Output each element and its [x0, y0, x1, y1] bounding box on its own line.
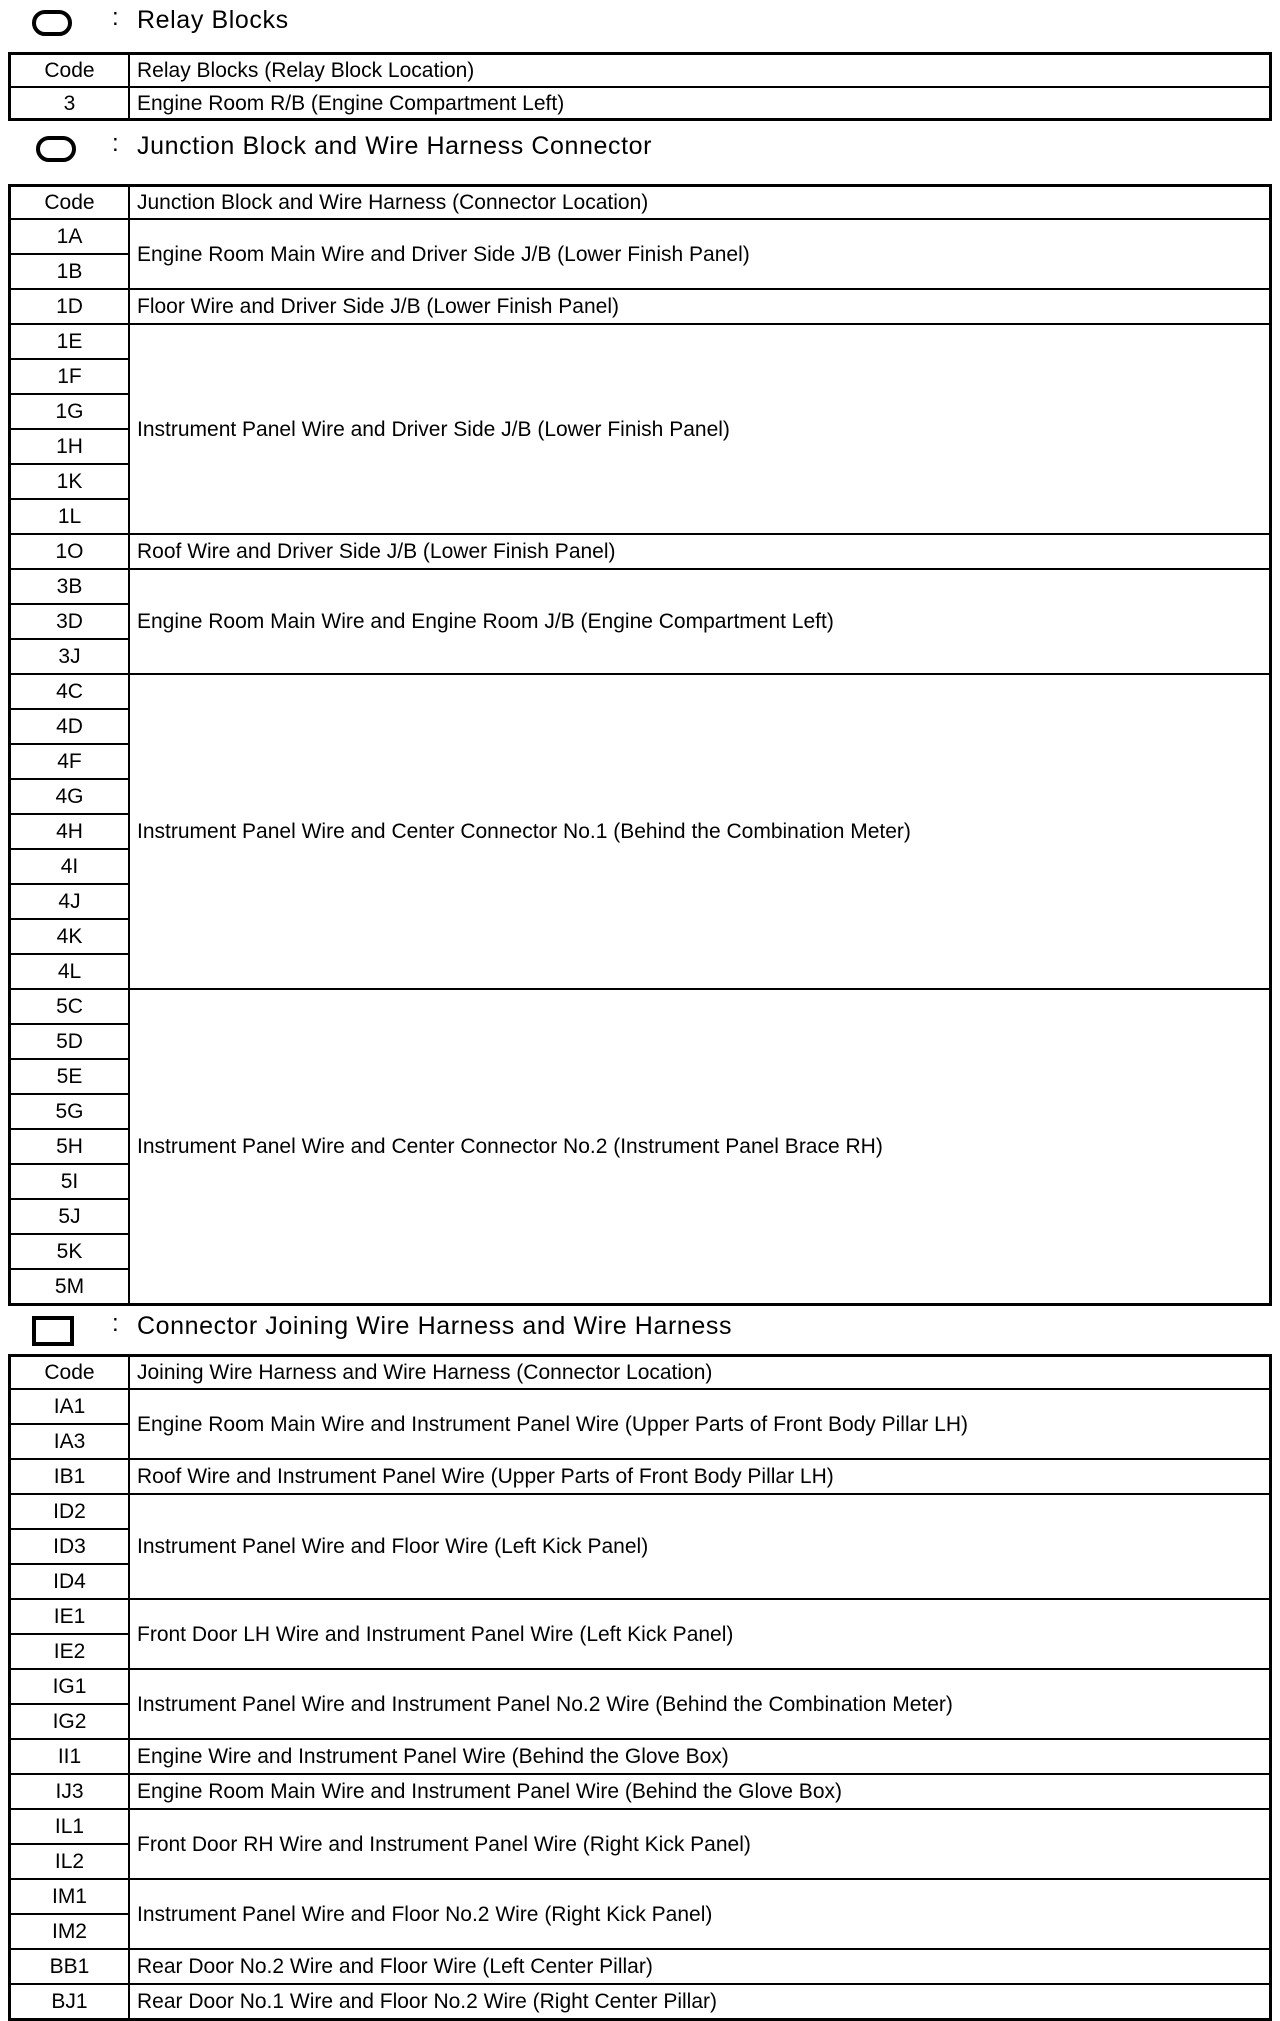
description-cell: Instrument Panel Wire and Floor Wire (Left Kick Panel)	[129, 1494, 1271, 1599]
code-cell: 5M	[10, 1269, 130, 1305]
section-title: Junction Block and Wire Harness Connector	[137, 132, 653, 160]
section-title: Relay Blocks	[137, 6, 289, 34]
table-row	[10, 1599, 1271, 1634]
description-cell: Instrument Panel Wire and Instrument Panel No.2 Wire (Behind the Combination Meter)	[129, 1669, 1271, 1739]
oval-symbol-icon	[32, 10, 72, 36]
header-code-cell: Code	[10, 1356, 130, 1390]
description-cell: Floor Wire and Driver Side J/B (Lower Finish Panel)	[129, 289, 1271, 324]
code-cell: 5E	[10, 1059, 130, 1094]
junction-block-table	[8, 184, 1272, 1306]
code-cell: 4I	[10, 849, 130, 884]
code-cell: IA1	[10, 1389, 130, 1424]
table-row	[10, 1984, 1271, 2020]
code-cell: IA3	[10, 1424, 130, 1459]
code-cell: 3D	[10, 604, 130, 639]
description-cell: Roof Wire and Driver Side J/B (Lower Finish Panel)	[129, 534, 1271, 569]
code-cell: 5H	[10, 1129, 130, 1164]
code-cell: 3J	[10, 639, 130, 674]
code-cell: 1O	[10, 534, 130, 569]
code-cell: 4D	[10, 709, 130, 744]
table-row	[10, 1774, 1271, 1809]
code-cell: 5K	[10, 1234, 130, 1269]
section-colon: :	[112, 1310, 119, 1337]
code-cell: ID3	[10, 1529, 130, 1564]
description-cell: Instrument Panel Wire and Center Connector No.1 (Behind the Combination Meter)	[129, 674, 1271, 989]
code-cell: BJ1	[10, 1984, 130, 2020]
code-cell: 1E	[10, 324, 130, 359]
table-row	[10, 87, 1271, 120]
description-cell: Front Door LH Wire and Instrument Panel Wire (Left Kick Panel)	[129, 1599, 1271, 1669]
description-cell: Rear Door No.2 Wire and Floor Wire (Left Center Pillar)	[129, 1949, 1271, 1984]
code-cell: 4H	[10, 814, 130, 849]
code-cell: 4G	[10, 779, 130, 814]
header-description-cell: Joining Wire Harness and Wire Harness (Connector Location)	[129, 1356, 1271, 1390]
code-cell: IL1	[10, 1809, 130, 1844]
code-cell: 1A	[10, 219, 130, 254]
section-title: Connector Joining Wire Harness and Wire Harness	[137, 1312, 733, 1340]
code-cell: IJ3	[10, 1774, 130, 1809]
code-cell: 1B	[10, 254, 130, 289]
description-cell: Instrument Panel Wire and Floor No.2 Wire (Right Kick Panel)	[129, 1879, 1271, 1949]
code-cell: ID2	[10, 1494, 130, 1529]
table-header-row	[10, 54, 1271, 88]
connector-joining-table	[8, 1354, 1272, 2021]
description-cell: Engine Wire and Instrument Panel Wire (Behind the Glove Box)	[129, 1739, 1271, 1774]
code-cell: 1D	[10, 289, 130, 324]
code-cell: II1	[10, 1739, 130, 1774]
code-cell: IB1	[10, 1459, 130, 1494]
code-cell: 1K	[10, 464, 130, 499]
table-row	[10, 289, 1271, 324]
section-colon: :	[112, 4, 119, 31]
header-code-cell: Code	[10, 54, 130, 88]
code-cell: IG1	[10, 1669, 130, 1704]
code-cell: 5D	[10, 1024, 130, 1059]
table-row	[10, 534, 1271, 569]
code-cell: IG2	[10, 1704, 130, 1739]
description-cell: Instrument Panel Wire and Center Connector No.2 (Instrument Panel Brace RH)	[129, 989, 1271, 1305]
rectangle-symbol-icon	[32, 1316, 74, 1346]
table-row	[10, 674, 1271, 709]
connector-joining-header	[0, 1308, 1280, 1348]
table-row	[10, 324, 1271, 359]
table-row	[10, 1739, 1271, 1774]
table-row	[10, 1494, 1271, 1529]
code-cell: 4J	[10, 884, 130, 919]
description-cell: Engine Room Main Wire and Driver Side J/B (Lower Finish Panel)	[129, 219, 1271, 289]
description-cell: Front Door RH Wire and Instrument Panel Wire (Right Kick Panel)	[129, 1809, 1271, 1879]
table-row	[10, 1879, 1271, 1914]
code-cell: 4K	[10, 919, 130, 954]
table-row	[10, 569, 1271, 604]
code-cell: BB1	[10, 1949, 130, 1984]
code-cell: 1G	[10, 394, 130, 429]
code-cell: IE1	[10, 1599, 130, 1634]
code-cell: 5J	[10, 1199, 130, 1234]
description-cell: Engine Room R/B (Engine Compartment Left)	[129, 87, 1271, 120]
relay-blocks-header	[0, 2, 1280, 42]
junction-block-header	[0, 128, 1280, 168]
description-cell: Engine Room Main Wire and Engine Room J/B (Engine Compartment Left)	[129, 569, 1271, 674]
table-row	[10, 1669, 1271, 1704]
table-header-row	[10, 186, 1271, 220]
description-cell: Rear Door No.1 Wire and Floor No.2 Wire (Right Center Pillar)	[129, 1984, 1271, 2020]
header-code-cell: Code	[10, 186, 130, 220]
code-cell: 3B	[10, 569, 130, 604]
oval-symbol-icon	[36, 136, 76, 162]
code-cell: IL2	[10, 1844, 130, 1879]
code-cell: 5C	[10, 989, 130, 1024]
code-cell: IM2	[10, 1914, 130, 1949]
description-cell: Instrument Panel Wire and Driver Side J/B (Lower Finish Panel)	[129, 324, 1271, 534]
code-cell: IM1	[10, 1879, 130, 1914]
description-cell: Roof Wire and Instrument Panel Wire (Upper Parts of Front Body Pillar LH)	[129, 1459, 1271, 1494]
table-row	[10, 1809, 1271, 1844]
code-cell: 5G	[10, 1094, 130, 1129]
header-description-cell: Junction Block and Wire Harness (Connector Location)	[129, 186, 1271, 220]
code-cell: 4C	[10, 674, 130, 709]
code-cell: IE2	[10, 1634, 130, 1669]
table-row	[10, 219, 1271, 254]
code-cell: 4L	[10, 954, 130, 989]
relay-blocks-table	[8, 52, 1272, 121]
code-cell: 4F	[10, 744, 130, 779]
header-description-cell: Relay Blocks (Relay Block Location)	[129, 54, 1271, 88]
code-cell: 1H	[10, 429, 130, 464]
description-cell: Engine Room Main Wire and Instrument Panel Wire (Behind the Glove Box)	[129, 1774, 1271, 1809]
table-row	[10, 1389, 1271, 1424]
code-cell: 1L	[10, 499, 130, 534]
table-row	[10, 989, 1271, 1024]
code-cell: 3	[10, 87, 130, 120]
table-header-row	[10, 1356, 1271, 1390]
section-colon: :	[112, 130, 119, 157]
table-row	[10, 1459, 1271, 1494]
code-cell: ID4	[10, 1564, 130, 1599]
code-cell: 5I	[10, 1164, 130, 1199]
description-cell: Engine Room Main Wire and Instrument Panel Wire (Upper Parts of Front Body Pillar LH)	[129, 1389, 1271, 1459]
code-cell: 1F	[10, 359, 130, 394]
table-row	[10, 1949, 1271, 1984]
